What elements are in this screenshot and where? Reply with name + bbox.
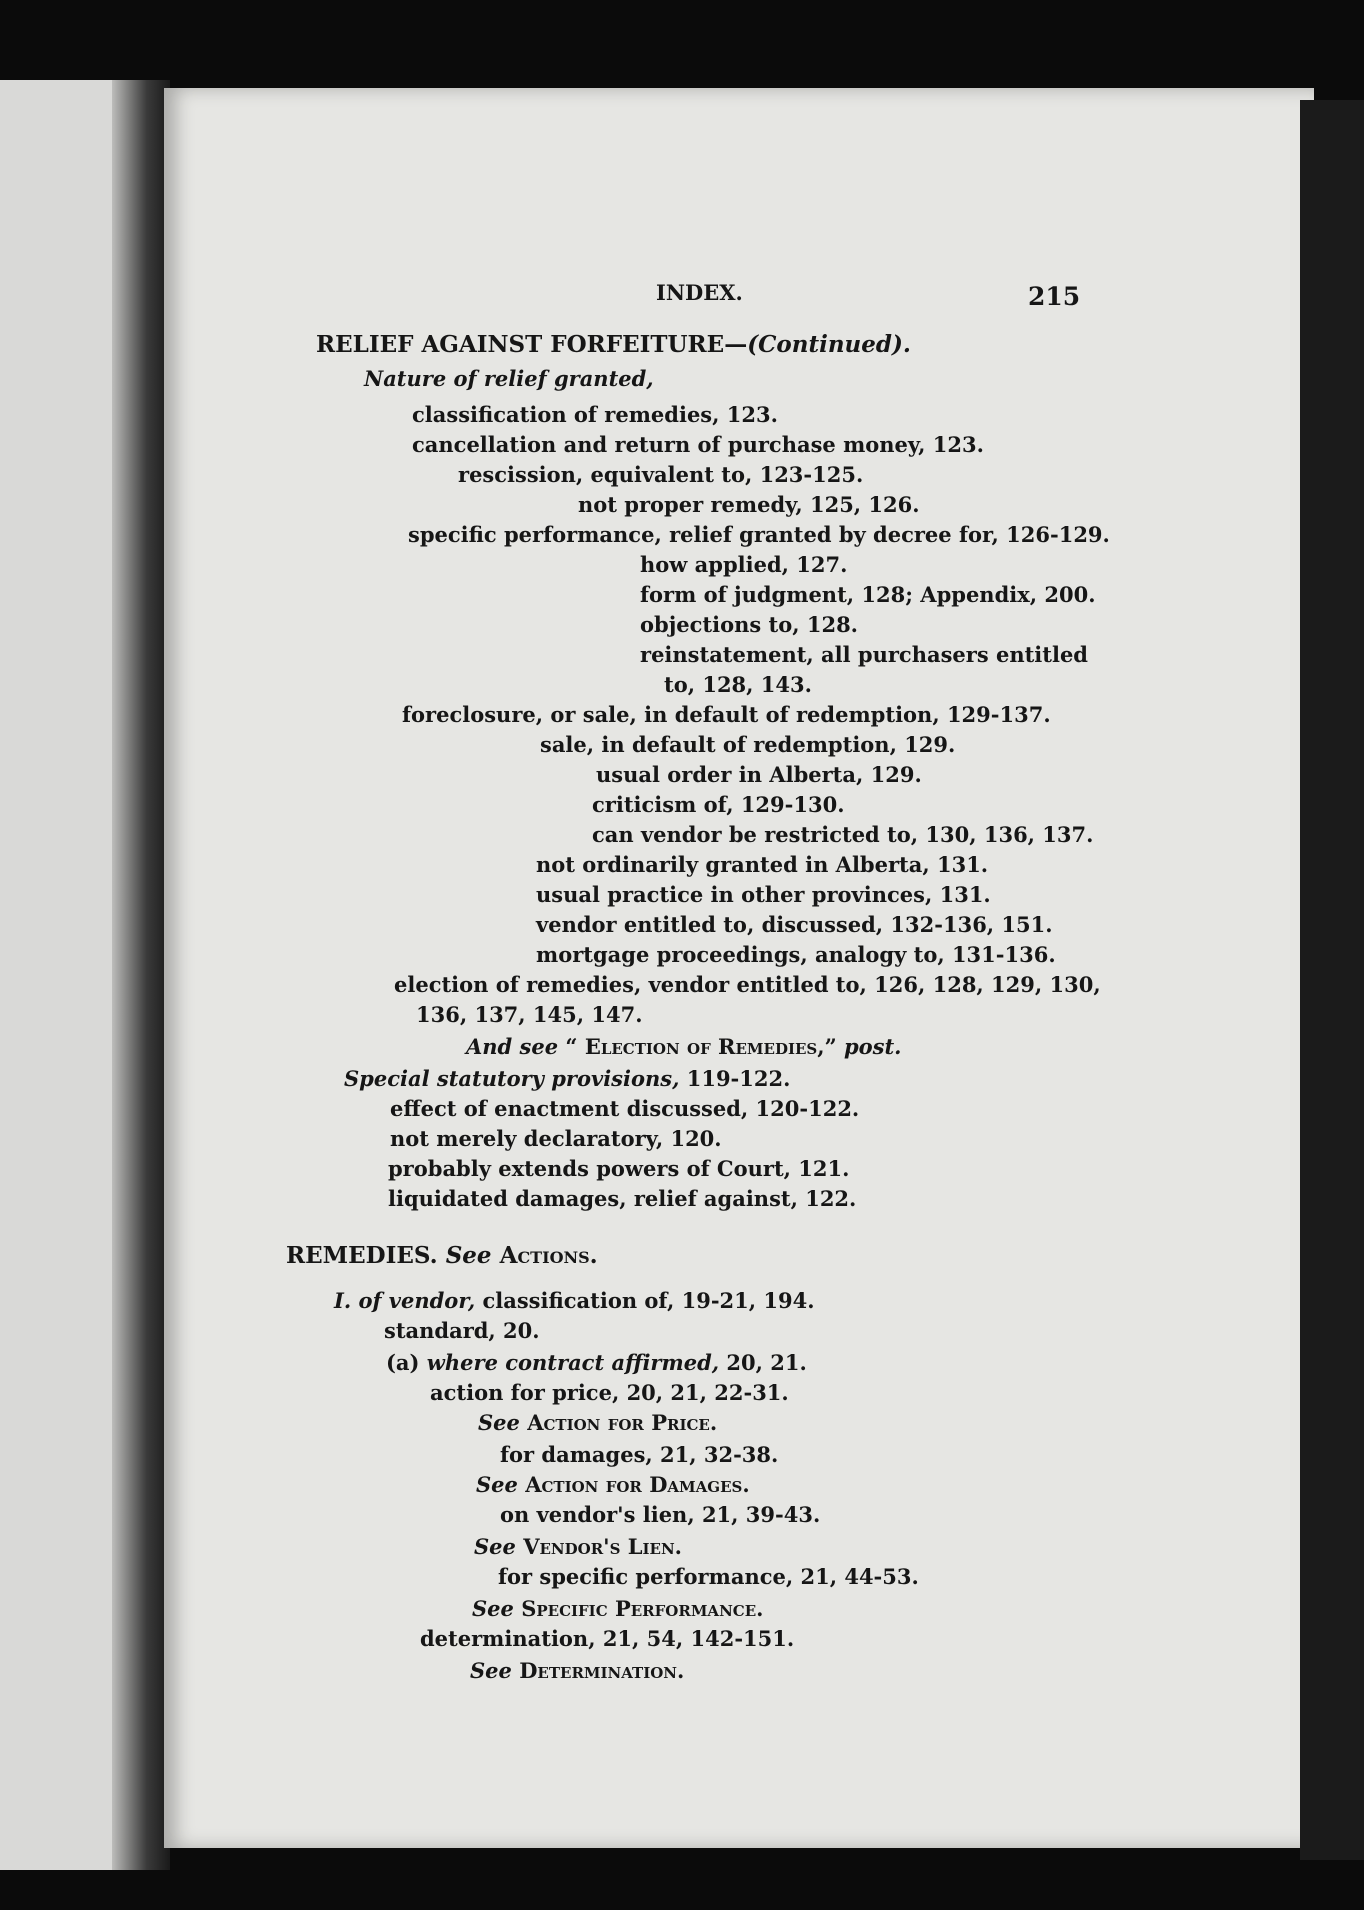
index-line: [640, 614, 858, 635]
index-line-text: effect of enactment discussed, 120-122.: [390, 1096, 860, 1121]
index-line-text: can vendor be restricted to, 130, 136, 137.: [592, 822, 1094, 847]
index-line: [416, 1004, 643, 1025]
index-line: [388, 1158, 849, 1179]
index-line-text: classification of, 19-21, 194.: [475, 1288, 815, 1313]
index-line-text: See: [478, 1410, 520, 1435]
index-line: [536, 914, 1053, 935]
index-line-text: Specific Performance.: [521, 1596, 764, 1621]
index-line-text: classification of remedies, 123.: [412, 402, 778, 427]
index-line: [640, 584, 1096, 605]
index-line: [420, 1628, 794, 1649]
index-line-text: for damages, 21, 32-38.: [500, 1442, 779, 1467]
index-line: [394, 974, 1101, 995]
index-line-text: (Continued).: [747, 331, 911, 358]
index-line-text: See: [470, 1658, 512, 1683]
index-line: [408, 524, 1110, 545]
index-line-text: mortgage proceedings, analogy to, 131-136.: [536, 942, 1056, 967]
index-line: [412, 434, 984, 455]
running-header-title: INDEX.: [656, 280, 743, 305]
index-line: [478, 1412, 717, 1433]
page-number: 215: [1028, 282, 1081, 311]
index-line: [540, 734, 955, 755]
index-line: [592, 794, 845, 815]
index-line-text: usual practice in other provinces, 131.: [536, 882, 991, 907]
index-line-text: not ordinarily granted in Alberta, 131.: [536, 852, 989, 877]
index-line-text: action for price, 20, 21, 22-31.: [430, 1380, 789, 1405]
index-line-text: reinstatement, all purchasers entitled: [640, 642, 1088, 667]
index-line: [344, 1068, 790, 1089]
index-line: [364, 368, 654, 389]
index-line: [640, 554, 847, 575]
index-line-text: probably extends powers of Court, 121.: [388, 1156, 850, 1181]
index-line-text: liquidated damages, relief against, 122.: [388, 1186, 857, 1211]
index-line-text: where contract affirmed,: [426, 1350, 720, 1375]
index-line: [390, 1128, 722, 1149]
index-line: [316, 333, 911, 356]
index-line-text: Action for Damages.: [525, 1472, 750, 1497]
index-line-text: not merely declaratory, 120.: [390, 1126, 722, 1151]
index-line-text: sale, in default of redemption, 129.: [540, 732, 956, 757]
index-line-text: objections to, 128.: [640, 612, 858, 637]
index-line: [476, 1474, 750, 1495]
index-line-text: See: [476, 1472, 518, 1497]
book-gutter: [112, 80, 170, 1870]
index-line-text: Special statutory provisions,: [344, 1066, 680, 1091]
index-line: [286, 1244, 598, 1267]
index-line-text: REMEDIES.: [286, 1242, 446, 1269]
index-line: [388, 1188, 856, 1209]
index-line: [472, 1598, 763, 1619]
index-line-text: ”: [824, 1034, 844, 1059]
index-line-text: Action for Price.: [527, 1410, 718, 1435]
index-line: [430, 1382, 789, 1403]
index-line-text: to, 128, 143.: [664, 672, 812, 697]
index-line: [592, 824, 1093, 845]
index-line: [536, 854, 988, 875]
index-line: [470, 1660, 684, 1681]
page-right-edge: [1300, 100, 1364, 1860]
index-line: [640, 644, 1088, 665]
index-line-text: rescission, equivalent to, 123-125.: [458, 462, 864, 487]
index-line-text: See: [474, 1534, 516, 1559]
index-line-text: how applied, 127.: [640, 552, 848, 577]
index-line-text: Actions.: [499, 1242, 598, 1269]
index-line-text: cancellation and return of purchase money, 123.: [412, 432, 984, 457]
index-line-text: I. of vendor,: [334, 1288, 476, 1313]
index-line-text: Determination.: [519, 1658, 685, 1683]
index-line: [334, 1290, 815, 1311]
index-line: [500, 1444, 778, 1465]
index-line-text: See: [472, 1596, 514, 1621]
index-line: [536, 884, 991, 905]
index-line: [458, 464, 863, 485]
index-line-text: (a): [386, 1350, 427, 1375]
index-line-text: Vendor's Lien.: [523, 1534, 682, 1559]
index-line: [474, 1536, 682, 1557]
index-line-text: specific performance, relief granted by decree for, 126-129.: [408, 522, 1110, 547]
index-line: [578, 494, 920, 515]
index-line: [498, 1566, 919, 1587]
index-line-text: election of remedies, vendor entitled to, 126, 128, 129, 130,: [394, 972, 1101, 997]
index-line-text: RELIEF AGAINST FORFEITURE—: [316, 331, 748, 358]
index-line-text: usual order in Alberta, 129.: [596, 762, 922, 787]
index-line-text: Nature of relief granted,: [364, 366, 654, 391]
index-line: [390, 1098, 859, 1119]
index-line-text: post.: [843, 1034, 902, 1059]
index-line-text: [492, 1242, 500, 1269]
index-line-text: standard, 20.: [384, 1318, 540, 1343]
index-line-text: criticism of, 129-130.: [592, 792, 845, 817]
index-line-text: And see: [466, 1034, 559, 1059]
index-line-text: 20, 21.: [719, 1350, 807, 1375]
index-line: [402, 704, 1051, 725]
index-line-text: Election of Remedies,: [584, 1034, 825, 1059]
index-line-text: 119-122.: [679, 1066, 791, 1091]
index-line: [466, 1036, 901, 1057]
index-line: [386, 1352, 807, 1373]
index-line-text: determination, 21, 54, 142-151.: [420, 1626, 795, 1651]
index-line: [596, 764, 922, 785]
index-line: [664, 674, 812, 695]
index-line-text: vendor entitled to, discussed, 132-136, 151.: [536, 912, 1053, 937]
index-line: [384, 1320, 540, 1341]
index-line: [412, 404, 778, 425]
index-line-text: “: [558, 1034, 585, 1059]
index-line-text: not proper remedy, 125, 126.: [578, 492, 920, 517]
index-line-text: 136, 137, 145, 147.: [416, 1002, 643, 1027]
index-line-text: foreclosure, or sale, in default of redemption, 129-137.: [402, 702, 1051, 727]
index-line-text: form of judgment, 128; Appendix, 200.: [640, 582, 1096, 607]
index-line-text: on vendor's lien, 21, 39-43.: [500, 1502, 821, 1527]
index-line-text: for specific performance, 21, 44-53.: [498, 1564, 919, 1589]
index-line: [536, 944, 1056, 965]
index-line: [500, 1504, 820, 1525]
index-line-text: See: [445, 1242, 492, 1269]
